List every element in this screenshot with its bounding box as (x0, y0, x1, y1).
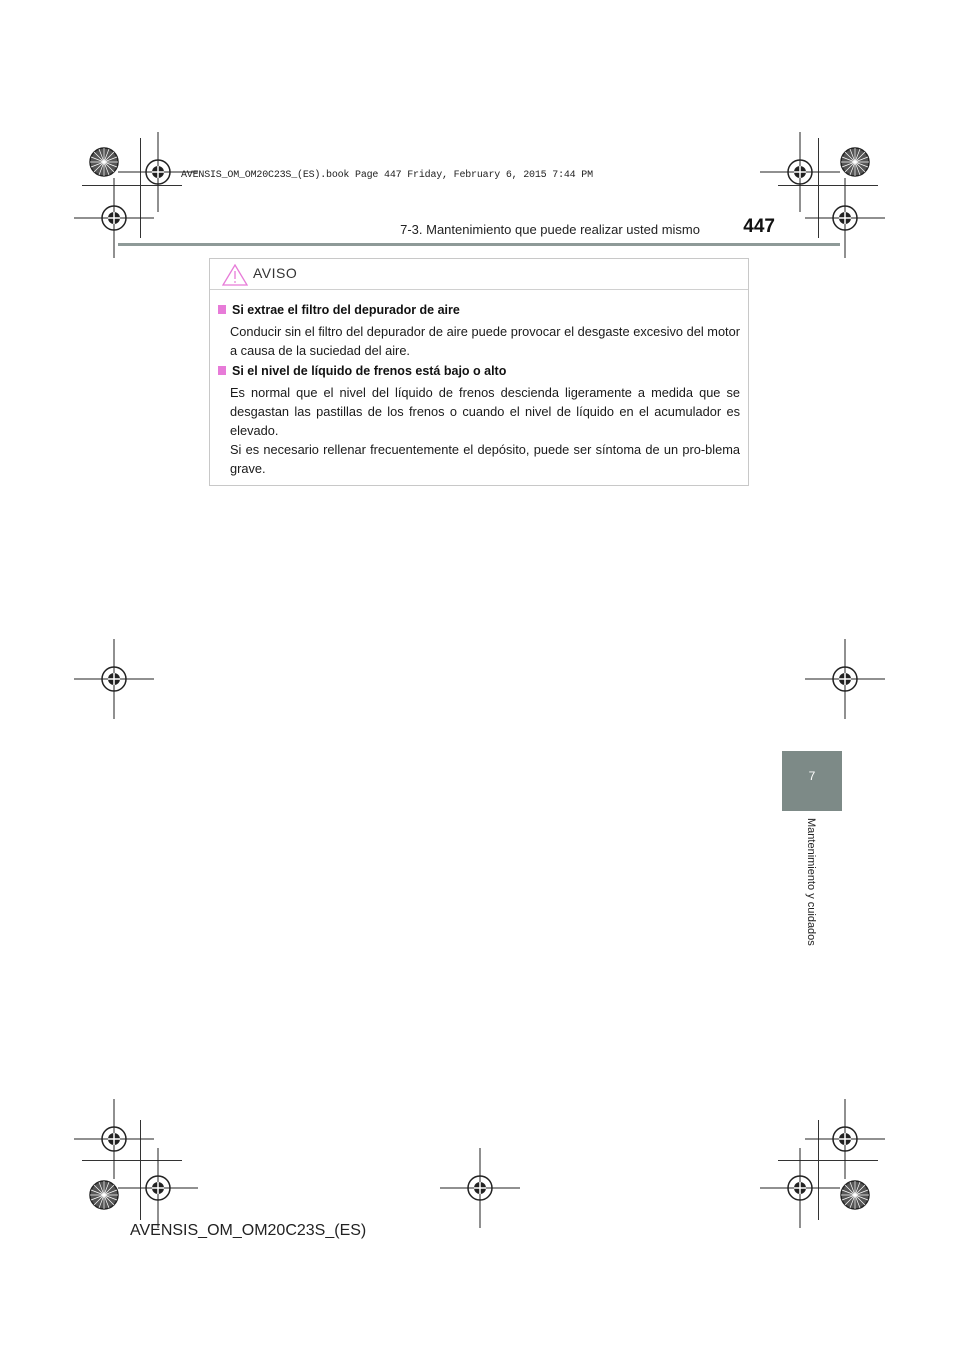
color-target-icon (841, 148, 869, 176)
section-title: 7-3. Mantenimiento que puede realizar usted mismo (400, 222, 700, 237)
registration-mark-icon (118, 1148, 198, 1228)
registration-mark-icon (74, 178, 154, 258)
bullet-square-icon (218, 305, 226, 314)
item-heading-text: Si el nivel de líquido de frenos está bajo o alto (232, 364, 507, 378)
warning-header (210, 259, 748, 290)
registration-mark-icon (760, 1148, 840, 1228)
color-target-icon (841, 1181, 869, 1209)
chapter-number: 7 (808, 769, 816, 783)
registration-mark-icon (74, 1099, 154, 1179)
bullet-square-icon (218, 366, 226, 375)
warning-box (209, 258, 749, 486)
print-info: AVENSIS_OM_OM20C23S_(ES).book Page 447 Friday, February 6, 2015 7:44 PM (181, 170, 593, 181)
footer-code: AVENSIS_OM_OM20C23S_(ES) (130, 1222, 367, 1239)
registration-mark-icon (805, 639, 885, 719)
item-heading (218, 363, 740, 379)
registration-mark-icon (74, 639, 154, 719)
registration-mark-icon (760, 132, 840, 212)
warning-label: AVISO (253, 265, 298, 281)
color-target-icon (90, 148, 118, 176)
warning-item (218, 302, 740, 360)
warning-triangle-icon (222, 264, 248, 286)
item-body: Conducir sin el filtro del depurador de aire puede provocar el desgaste excesivo del motor a causa de la suciedad del aire. (230, 324, 740, 358)
item-body: Si es necesario rellenar frecuentemente el depósito, puede ser síntoma de un pro-blema grave. (230, 442, 740, 476)
chapter-title: Mantenimiento y cuidados (805, 818, 817, 946)
warning-item (218, 363, 740, 478)
registration-mark-icon (440, 1148, 520, 1228)
page-number: 447 (743, 216, 775, 237)
registration-mark-icon (805, 178, 885, 258)
item-heading (218, 302, 740, 318)
header-rule (118, 243, 840, 246)
color-target-icon (90, 1181, 118, 1209)
registration-mark-icon (805, 1099, 885, 1179)
item-body: Es normal que el nivel del líquido de frenos descienda ligeramente a medida que se desgastan las pastillas de los frenos o cuando el nivel de líquido en el acumulador es elevado. (230, 385, 740, 438)
item-heading-text: Si extrae el filtro del depurador de aire (232, 303, 460, 317)
